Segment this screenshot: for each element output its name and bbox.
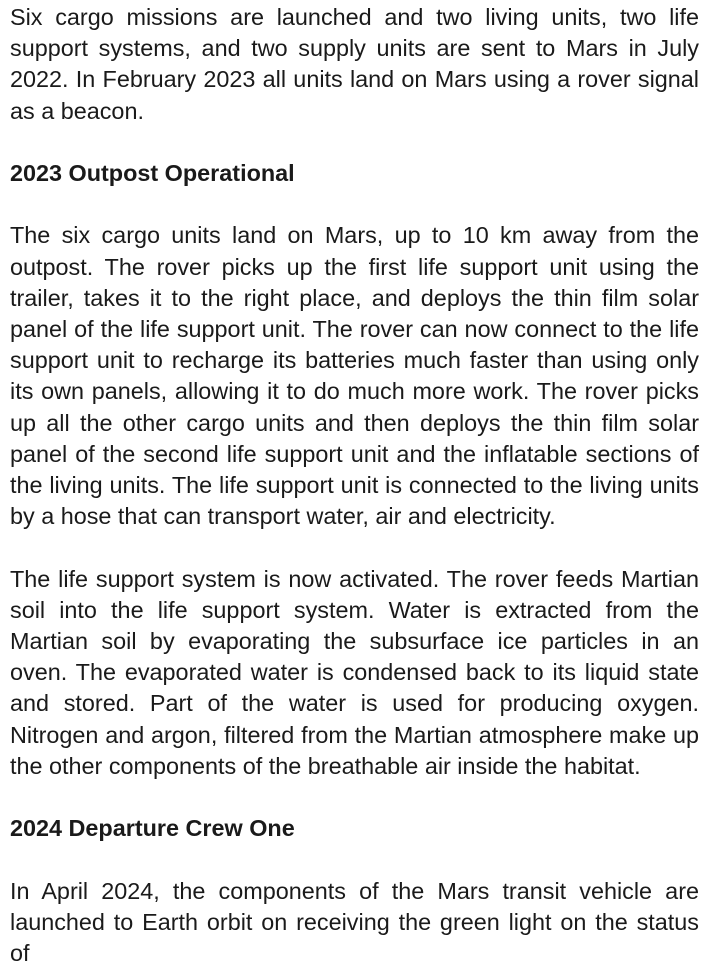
paragraph-life-support: The life support system is now activated. The rover feeds Martian soil into the life support system. Water is extracted from the Martian soil by evaporating the subsurface ice particles in an oven. The evaporated water is condensed back to its liquid state and stored. Part of the water is used for producing oxygen. Nitrogen and argon, filtered from the Martian atmosphere make up the other components of the breathable air inside the habitat. — [10, 565, 699, 779]
paragraph-cargo-landing: The six cargo units land on Mars, up to 10 km away from the outpost. The rover picks up the first life support unit using the trailer, takes it to the right place, and deploys the thin film solar panel of the life support unit. The rover can now connect to the life support unit to recharge its batteries much faster than using only its own panels, allowing it to do much more work. The rover picks up all the other cargo units and then deploys the thin film solar panel of the second life support unit and the inflatable sections of the living units. The life support unit is connected to the living units by a hose that can transport water, air and electricity. — [10, 222, 699, 530]
heading-outpost-operational: 2023 Outpost Operational — [10, 160, 295, 186]
paragraph-transit-vehicle: In April 2024, the components of the Mars transit vehicle are launched to Earth orbit on receiving the green light on the status of — [10, 877, 699, 967]
spacer — [10, 844, 699, 875]
spacer — [10, 127, 699, 158]
paragraph-cargo-missions: Six cargo missions are launched and two living units, two life support systems, and two supply units are sent to Mars in July 2022. In February 2023 all units land on Mars using a rover signal as a beacon. — [10, 4, 699, 124]
spacer — [10, 782, 699, 813]
heading-departure-crew-one: 2024 Departure Crew One — [10, 815, 295, 842]
spacer — [10, 189, 699, 220]
spacer — [10, 532, 699, 563]
